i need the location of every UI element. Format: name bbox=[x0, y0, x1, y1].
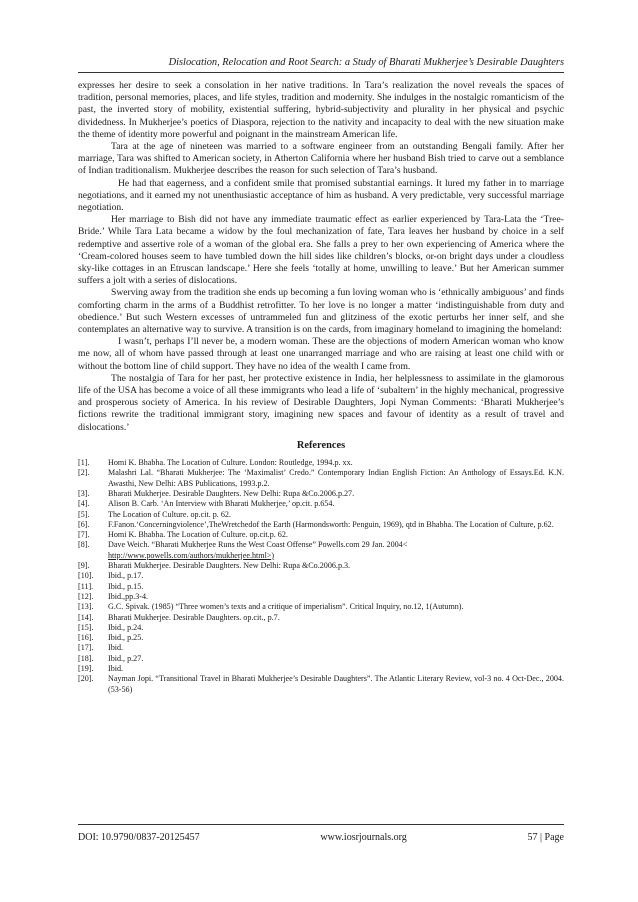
reference-number: [18]. bbox=[78, 653, 94, 663]
reference-number: [13]. bbox=[78, 602, 94, 612]
reference-item bbox=[78, 602, 564, 612]
reference-item bbox=[78, 510, 564, 520]
reference-number: [9]. bbox=[78, 561, 90, 571]
block-quote-modern-woman: I wasn’t, perhaps I’ll never be, a modern woman. These are the objections of modern American woman who know me now, all of whom have passed through at least one unarranged marriage and who are raising at least one child with or without the bottom line of child support. They have no idea of the wealth I came from. bbox=[78, 336, 564, 372]
reference-number: [2]. bbox=[78, 468, 90, 478]
reference-list bbox=[78, 458, 564, 695]
paragraph-continued: expresses her desire to seek a consolation in her native traditions. In Tara’s realization the novel reveals the spaces of tradition, personal memories, places, and life styles, tradition and modernity. She indulges in the nostalgic romanticism of the past, the inverted story of mobility, existential suffering, hybrid-subjectivity and plurality in her physical and psychic dividedness. In Mukherjee’s poetics of Diaspora, rejection to the nativity and incapacity to deal with the new situation make the theme of identity more powerful and poignant in the mainstream American life. bbox=[78, 80, 564, 140]
reference-number: [16]. bbox=[78, 633, 94, 643]
paragraph-tree-bride: Her marriage to Bish did not have any immediate traumatic effect as earlier experienced by Tara-Lata the ‘Tree-Bride.’ While Tara Lata became a widow by the foul mechanization of fate, Tara leaves her husband by choice in a self redemptive and assertive role of a woman of the global era. She falls a prey to her own experiencing of America where the ‘Cream-colored houses seem to have tumbled down the hill sides like children’s blocks, or-on bright days under a cloudless sky-like cottages in an Etruscan landscape.’ Here she feels ‘totally at home, unwilling to leave.’ But her American summer suffers a jolt with a series of dislocations. bbox=[78, 214, 564, 287]
reference-item bbox=[78, 489, 564, 499]
reference-text: F.Fanon.‘Concerningviolence’,TheWretchedof the Earth (Harmondsworth: Penguin, 1969), qtd in Bhabha. The Location of Culture, p.62. bbox=[108, 519, 554, 529]
reference-item bbox=[78, 540, 564, 561]
reference-text: Ibid., p.24. bbox=[108, 622, 144, 632]
reference-text: G.C. Spivak. (1985) “Three women’s texts and a critique of imperialism”. Critical Inquiry, no.12, 1(Autumn). bbox=[108, 602, 464, 612]
reference-number: [14]. bbox=[78, 612, 94, 622]
reference-url-link[interactable]: http://www.powells.com/authors/mukherjee.html>) bbox=[108, 550, 275, 560]
reference-text: Ibid., p.27. bbox=[108, 653, 144, 663]
reference-number: [10]. bbox=[78, 571, 94, 581]
reference-item bbox=[78, 530, 564, 540]
reference-text: Bharati Mukherjee. Desirable Daughters. New Delhi: Rupa &Co.2006.p.3. bbox=[108, 561, 351, 571]
reference-number: [5]. bbox=[78, 509, 90, 519]
reference-number: [11]. bbox=[78, 581, 94, 591]
reference-text: Alison B. Carb. ‘An Interview with Bharati Mukherjee,’ op.cit. p.654. bbox=[108, 499, 335, 509]
footer-rule bbox=[78, 824, 564, 825]
reference-item bbox=[78, 654, 564, 664]
paragraph-swerving: Swerving away from the tradition she ends up becoming a fun loving woman who is ‘ethnically ambiguous’ and finds comforting charm in the arms of a Buddhist retrofitter. To her love is no longer a matter ‘indistinguishable from duty and obedience.’ But such Western excesses of untrammeled fun and glitziness of the exotic perturbs her inner self, and she contemplates an alternative way to survive. A transition is on the cards, from imaginary homeland to imagining the homeland: bbox=[78, 287, 564, 336]
reference-text: Dave Weich. “Bharati Mukherjee Runs the West Coast Offense” Powells.com 29 Jan. 2004< http://www.powells.com/authors/mukherjee.html>) bbox=[108, 540, 408, 560]
reference-text: Bharati Mukherjee. Desirable Daughters. op.cit., p.7. bbox=[108, 612, 280, 622]
references-heading: References bbox=[296, 439, 346, 451]
page-footer bbox=[78, 832, 564, 843]
reference-text: Malashri Lal. “Bharati Mukherjee: The ‘Maximalist’ Credo.” Contemporary Indian English Fiction: An Anthology of Essays.Ed. K.N. Awasthi, New Delhi: ABS Publications, 1993.p.2. bbox=[108, 468, 564, 488]
header-rule bbox=[78, 72, 564, 73]
footer-website-link[interactable]: www.iosrjournals.org bbox=[320, 832, 407, 843]
paragraph-marriage: Tara at the age of nineteen was married to a software engineer from an outstanding Bengali family. After her marriage, Tara was shifted to American society, in Atherton California where her husband Bish tried to carve out a semblance of Indian traditionalism. Mukherjee describes the reason for such selection of Tara’s husband. bbox=[78, 141, 564, 177]
paragraph-nostalgia: The nostalgia of Tara for her past, her protective existence in India, her helplessness to assimilate in the glamorous life of the USA has become a voice of all these immigrants who lead a life of ‘subaltern’ in the highly mechanical, progressive and prosperous society of America. In his review of Desirable Daughters, Jopi Nyman Comments: ‘Bharati Mukherjee’s fictions rewrite the traditional immigrant story, imagining new spaces and favour of identity as a result of travel and dislocations.’ bbox=[78, 372, 564, 433]
reference-number: [4]. bbox=[78, 499, 90, 509]
reference-number: [6]. bbox=[78, 519, 90, 529]
reference-item bbox=[78, 633, 564, 643]
reference-text: Bharati Mukherjee. Desirable Daughters. New Delhi: Rupa &Co.2006.p.27. bbox=[108, 488, 355, 498]
reference-item bbox=[78, 674, 564, 695]
article-body bbox=[78, 80, 564, 695]
reference-number: [12]. bbox=[78, 591, 94, 601]
reference-text: Ibid. bbox=[108, 643, 124, 653]
reference-item bbox=[78, 561, 564, 571]
reference-text: Homi K. Bhabha. The Location of Culture. op.cit.p. 62. bbox=[108, 530, 288, 540]
reference-item bbox=[78, 458, 564, 468]
reference-item bbox=[78, 623, 564, 633]
reference-number: [8]. bbox=[78, 540, 90, 550]
reference-item bbox=[78, 571, 564, 581]
reference-number: [7]. bbox=[78, 530, 90, 540]
footer-doi: DOI: 10.9790/0837-20125457 bbox=[78, 832, 200, 843]
reference-item bbox=[78, 520, 564, 530]
reference-text: Nayman Jopi. “Transitional Travel in Bharati Mukherjee’s Desirable Daughters”. The Atlantic Literary Review, vol-3 no. 4 Oct-Dec., 2004.(53-56) bbox=[108, 674, 564, 694]
reference-number: [1]. bbox=[78, 458, 90, 468]
reference-number: [19]. bbox=[78, 664, 94, 674]
reference-text: Ibid., p.17. bbox=[108, 571, 144, 581]
footer-page-number: 57 | Page bbox=[527, 832, 564, 843]
reference-item bbox=[78, 582, 564, 592]
reference-item bbox=[78, 664, 564, 674]
reference-item bbox=[78, 499, 564, 509]
reference-text: Ibid.,pp.3-4. bbox=[108, 591, 149, 601]
reference-item bbox=[78, 592, 564, 602]
reference-text: The Location of Culture. op.cit. p. 62. bbox=[108, 509, 231, 519]
reference-text: Ibid., p.15. bbox=[108, 581, 144, 591]
reference-text: Homi K. Bhabha. The Location of Culture. London: Routledge, 1994.p. xx. bbox=[108, 458, 353, 468]
reference-number: [17]. bbox=[78, 643, 94, 653]
running-title: Dislocation, Relocation and Root Search: a Study of Bharati Mukherjee’s Desirable Daughters bbox=[168, 57, 564, 68]
reference-item bbox=[78, 468, 564, 489]
block-quote-eagerness: He had that eagerness, and a confident smile that promised substantial earnings. It lured my father in to marriage negotiations, and it earned my not unenthusiastic acceptance of him as husband. A very predictable, very successful marriage negotiation. bbox=[78, 177, 564, 214]
reference-number: [15]. bbox=[78, 622, 94, 632]
reference-number: [3]. bbox=[78, 488, 90, 498]
reference-number: [20]. bbox=[78, 674, 94, 684]
reference-text: Ibid. bbox=[108, 664, 124, 674]
reference-text: Ibid., p.25. bbox=[108, 633, 144, 643]
reference-item bbox=[78, 643, 564, 653]
reference-item bbox=[78, 613, 564, 623]
